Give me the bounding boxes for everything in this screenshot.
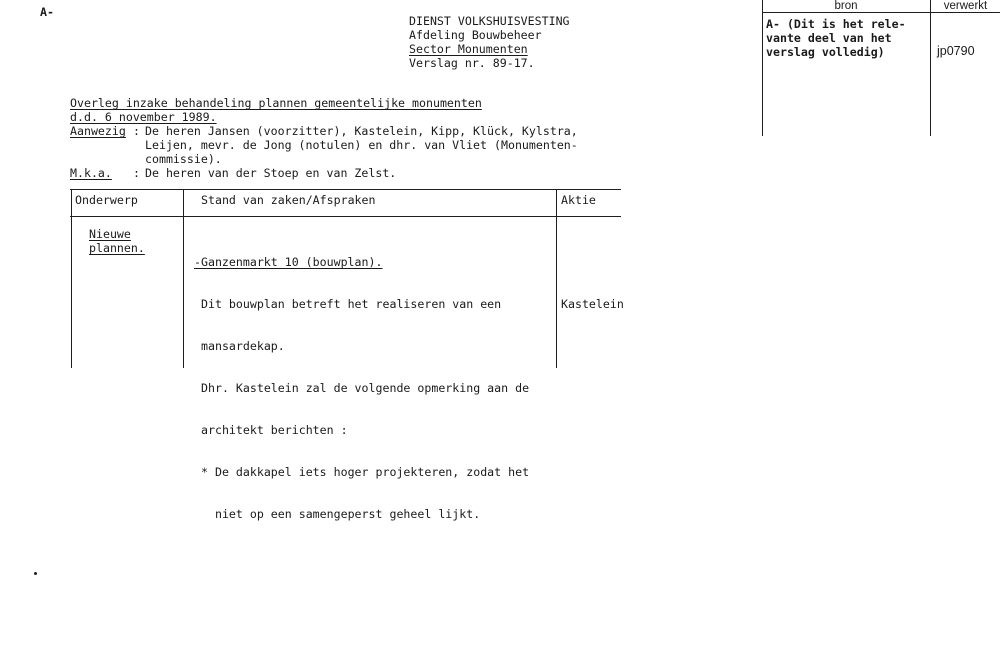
agenda-item-line: Dit bouwplan betreft het realiseren van een	[201, 297, 502, 311]
subject-line: Nieuwe	[89, 227, 131, 241]
agenda-item-text	[201, 269, 529, 549]
source-column-header: bron	[834, 0, 858, 12]
status-column-header: Stand van zaken/Afspraken	[201, 193, 376, 207]
source-note-line: A- (Dit is het rele-	[766, 17, 906, 31]
source-note	[766, 17, 906, 59]
present-line: De heren Jansen (voorzitter), Kastelein, Kipp, Klück, Kylstra,	[145, 124, 578, 138]
meeting-date: d.d. 6 november 1989.	[70, 110, 217, 124]
agenda-item-title: -Ganzenmarkt 10 (bouwplan).	[194, 255, 383, 269]
present-separator: :	[133, 124, 140, 138]
processed-code: jp0790	[937, 44, 975, 58]
present-label: Aanwezig	[70, 124, 126, 138]
mka-separator: :	[133, 166, 140, 180]
present-list	[145, 124, 578, 166]
agenda-item-line: * De dakkapel iets hoger projekteren, zodat het	[201, 465, 530, 479]
subject-column-header: Onderwerp	[75, 193, 138, 207]
subject-cell	[89, 227, 145, 255]
source-note-line: verslag volledig)	[766, 45, 885, 59]
division-name: Afdeling Bouwbeheer	[409, 28, 542, 42]
department-name: DIENST VOLKSHUISVESTING	[409, 14, 570, 28]
meeting-title: Overleg inzake behandeling plannen gemeentelijke monumenten	[70, 96, 482, 110]
margin-code: A-	[40, 5, 54, 19]
present-line: Leijen, mevr. de Jong (notulen) en dhr. van Vliet (Monumenten-	[145, 138, 578, 152]
agenda-item-line: Dhr. Kastelein zal de volgende opmerking aan de	[201, 381, 530, 395]
letterhead	[409, 14, 570, 70]
processed-column-header: verwerkt	[943, 0, 988, 12]
action-cell: Kastelein	[561, 297, 624, 311]
agenda-item-line: architekt berichten :	[201, 423, 348, 437]
agenda-item-line: niet op een samengeperst geheel lijkt.	[201, 507, 481, 521]
scan-speck	[34, 572, 37, 575]
subject-line: plannen.	[89, 241, 145, 255]
report-number: Verslag nr. 89-17.	[409, 56, 535, 70]
mka-label: M.k.a.	[70, 166, 112, 180]
agenda-item-line: mansardekap.	[201, 339, 285, 353]
sector-name: Sector Monumenten	[409, 42, 528, 56]
action-column-header: Aktie	[561, 193, 596, 207]
source-note-line: vante deel van het	[766, 31, 892, 45]
mka-text: De heren van der Stoep en van Zelst.	[145, 166, 397, 180]
present-line: commissie).	[145, 152, 222, 166]
